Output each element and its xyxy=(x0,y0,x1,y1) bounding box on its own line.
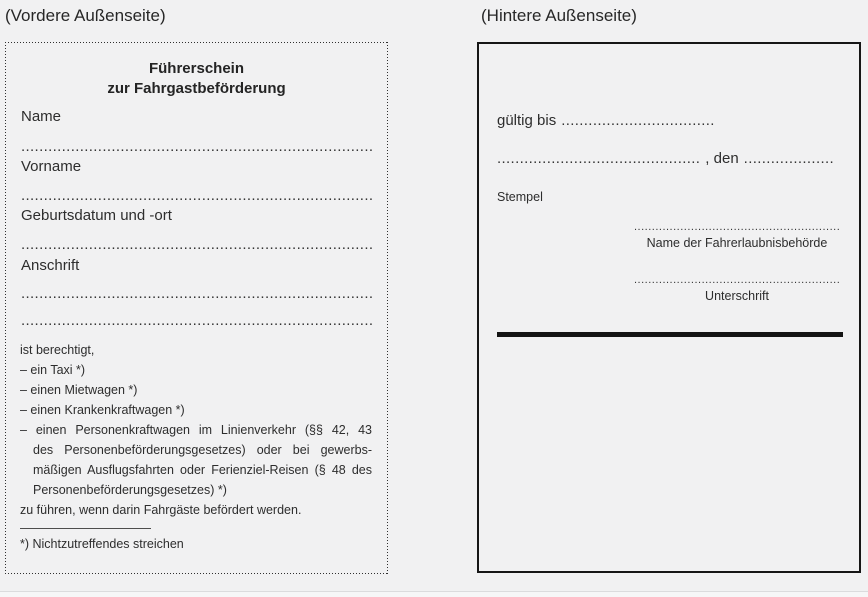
signature-label: Unterschrift xyxy=(705,289,769,303)
back-page-heading: (Hintere Außenseite) xyxy=(481,6,637,25)
form-title-line2: zur Fahrgastbeförderung xyxy=(107,80,286,97)
thick-divider-line xyxy=(497,332,843,337)
place-date-line xyxy=(497,149,834,168)
place-fill-dots: ............................................. xyxy=(497,150,701,167)
date-label: , den xyxy=(705,150,739,167)
signature-dotted-line: .......................................................... xyxy=(634,275,840,286)
entitlement-closing: zu führen, wenn darin Fahrgäste befördert werden. xyxy=(20,503,302,517)
dotted-line-address-2: .............................................................................. xyxy=(21,313,373,328)
front-page-heading: (Vordere Außenseite) xyxy=(5,6,166,25)
page-bottom-strip xyxy=(0,592,868,597)
field-label-address: Anschrift xyxy=(21,257,80,274)
authority-label: Name der Fahrerlaubnisbehörde xyxy=(646,236,828,250)
date-fill-dots: .................... xyxy=(743,150,835,167)
stamp-label: Stempel xyxy=(497,190,543,204)
valid-until-line xyxy=(497,111,715,130)
entitlement-text-block xyxy=(20,340,372,520)
dotted-line-name: .............................................................................. xyxy=(21,139,373,154)
dotted-line-address-1: .............................................................................. xyxy=(21,286,373,301)
entitlement-para-line1: – einen Personenkraftwagen im Linienverkehr (§§ 42, 43 xyxy=(20,423,372,437)
field-label-vorname: Vorname xyxy=(21,158,82,175)
entitlement-item-krankenwagen: – einen Krankenkraftwagen *) xyxy=(20,403,185,417)
dotted-line-vorname: .............................................................................. xyxy=(21,188,373,203)
form-title xyxy=(5,59,388,99)
valid-until-label: gültig bis xyxy=(497,112,557,129)
form-title-line1: Führerschein xyxy=(148,60,245,77)
field-label-birthdate: Geburtsdatum und -ort xyxy=(21,207,172,224)
entitlement-item-taxi: – ein Taxi *) xyxy=(20,363,86,377)
footnote-separator-line xyxy=(20,528,151,529)
authority-dotted-line: .......................................................... xyxy=(634,222,840,233)
back-outer-side-box xyxy=(477,42,861,573)
entitlement-intro: ist berechtigt, xyxy=(20,343,95,357)
entitlement-para-line2: des Personenbeförderungsgesetzes) oder bei gewerbs- xyxy=(33,443,372,457)
footnote-text: *) Nichtzutreffendes streichen xyxy=(20,537,184,551)
entitlement-para-line3: mäßigen Ausflugsfahrten oder Ferienziel-Reisen (§ 48 des xyxy=(33,463,372,477)
front-outer-side-box xyxy=(5,42,388,574)
entitlement-para-line4: Personenbeförderungsgesetzes) *) xyxy=(33,483,227,497)
dotted-line-birthdate: .............................................................................. xyxy=(21,237,373,252)
field-label-name: Name xyxy=(21,108,62,125)
valid-until-fill-dots: .................................. xyxy=(561,112,715,129)
entitlement-item-mietwagen: – einen Mietwagen *) xyxy=(20,383,138,397)
